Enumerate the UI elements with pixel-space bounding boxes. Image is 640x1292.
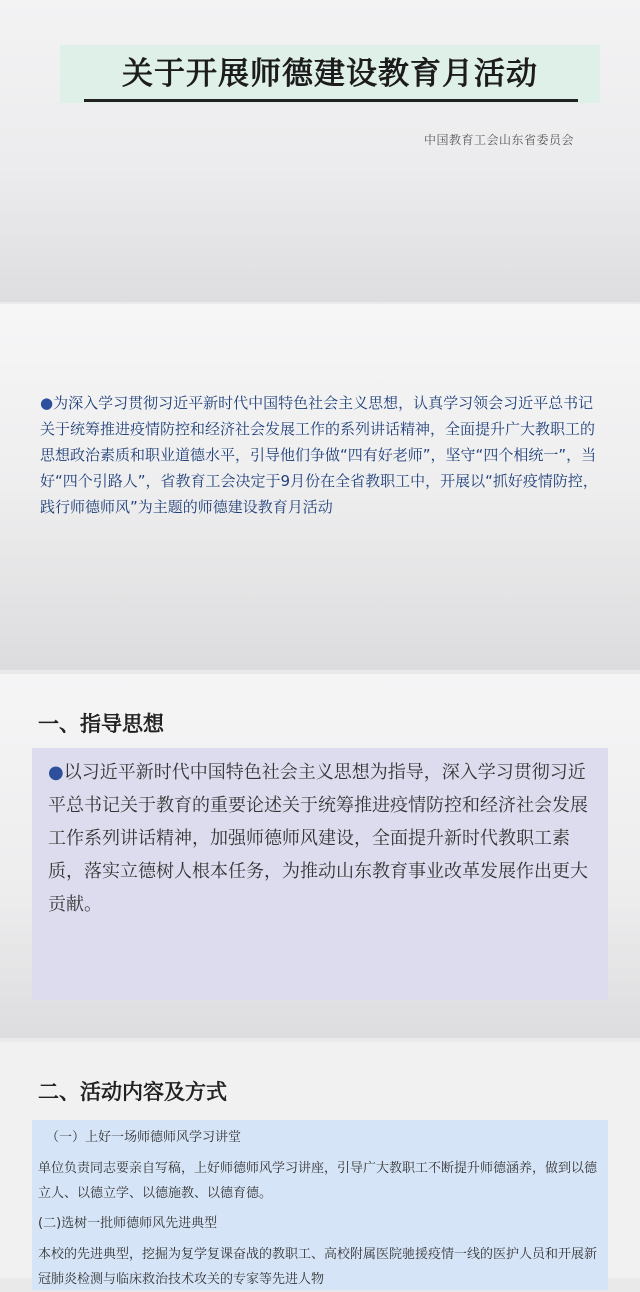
guide-text: 以习近平新时代中国特色社会主义思想为指导，深入学习贯彻习近平总书记关于教育的重要论述关于统筹推进疫情防控和经济社会发展工作系列讲话精神，加强师德师风建设，全面提升新时代教职工素质，落实立德树人根本任务，为推动山东教育事业改革发展作出更大贡献。 (48, 762, 588, 915)
activities-content-box (32, 1120, 608, 1290)
bullet-icon: ● (48, 762, 64, 783)
page-title: 关于开展师德建设教育月活动 (122, 56, 538, 92)
activities-section (0, 1042, 640, 1287)
section-heading-guide: 一、指导思想 (38, 712, 164, 736)
activity-item-text: 单位负责同志要亲自写稿，上好师德师风学习讲座，引导广大教职工不断提升师德涵养，做到以德立人、以德立学、以德施教、以德育德。 (38, 1161, 598, 1201)
intro-text: 为深入学习贯彻习近平新时代中国特色社会主义思想，认真学习领会习近平总书记关于统筹推进疫情防控和经济社会发展工作的系列讲话精神，全面提升广大教职工的思想政治素质和职业道德水平，引导他们争做“四有好老师”，坚守“四个相统一”，当好“四个引路人”，省教育工会决定于9月份在全省教职工中，开展以“抓好疫情防控，践行师德师风”为主题的师德建设教育月活动 (40, 394, 598, 516)
section-heading-activities: 二、活动内容及方式 (38, 1080, 227, 1104)
activity-item-title: (二)选树一批师德师风先进典型 (38, 1216, 218, 1231)
guide-content-box (32, 748, 608, 1000)
title-section (0, 0, 640, 302)
guide-paragraph (48, 756, 600, 921)
activity-item-text: 本校的先进典型，挖掘为复学复课奋战的教职工、高校附属医院驰援疫情一线的医护人员和开展新冠肺炎检测与临床救治技术攻关的专家等先进人物 (38, 1247, 598, 1287)
intro-section (0, 304, 640, 670)
intro-paragraph (40, 390, 602, 520)
guiding-ideology-section (0, 674, 640, 1038)
organization-name: 中国教育工会山东省委员会 (423, 133, 574, 147)
activity-item-title: （一）上好一场师德师风学习讲堂 (46, 1130, 242, 1145)
bullet-icon: ● (40, 394, 54, 412)
title-underline (84, 99, 578, 102)
